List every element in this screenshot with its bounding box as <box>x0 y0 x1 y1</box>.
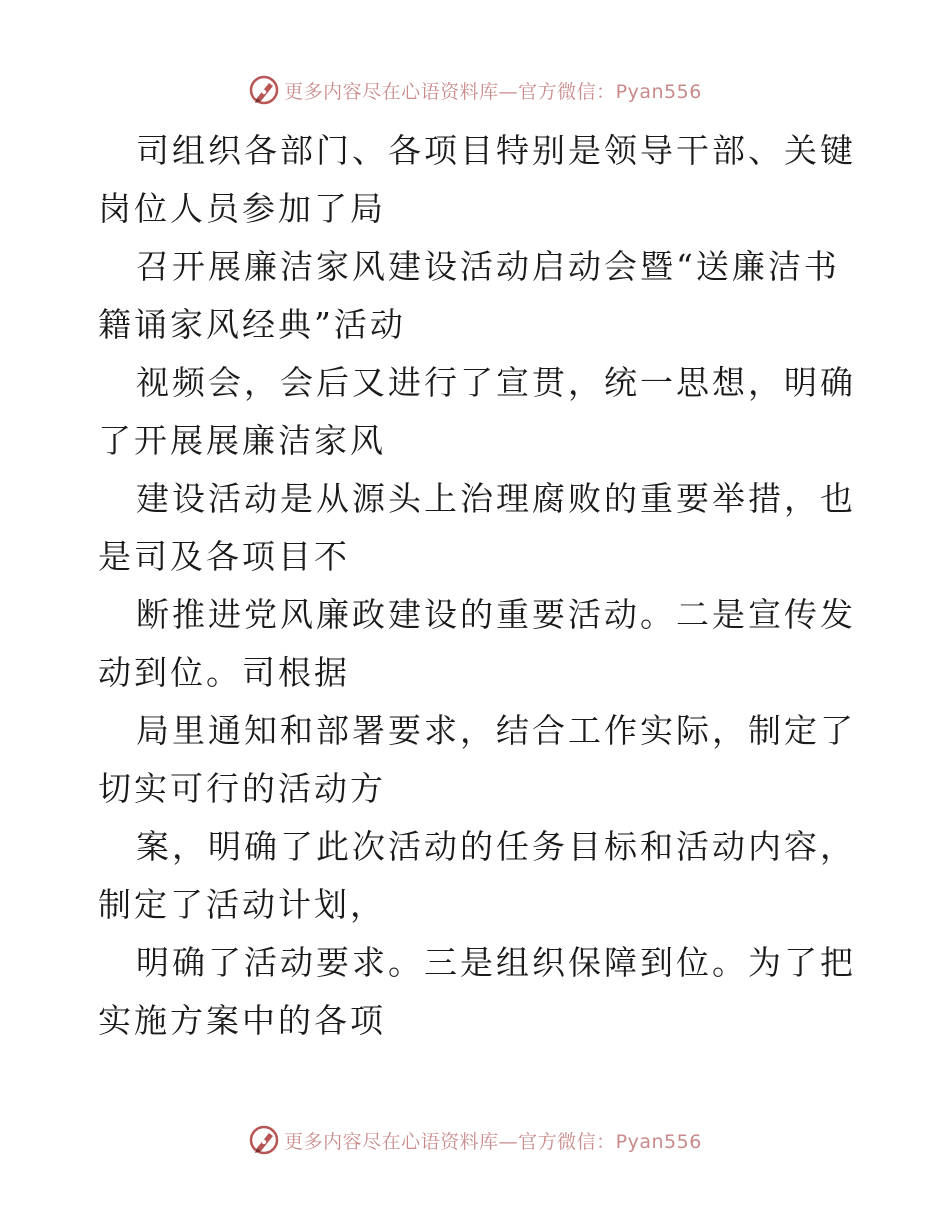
paragraph: 建设活动是从源头上治理腐败的重要举措，也是司及各项目不 <box>98 479 856 576</box>
paragraph: 司组织各部门、各项目特别是领导干部、关键岗位人员参加了局 <box>98 131 856 228</box>
watermark-text: 更多内容尽在心语资料库—官方微信：Pyan556 <box>284 80 702 103</box>
document-body <box>98 122 858 1050</box>
watermark-id: Pyan556 <box>615 1130 702 1153</box>
paragraph: 断推进党风廉政建设的重要活动。二是宣传发动到位。司根据 <box>98 595 856 692</box>
paragraph: 局里通知和部署要求，结合工作实际，制定了切实可行的活动方 <box>98 711 856 808</box>
pen-logo-icon <box>248 74 280 106</box>
paragraph: 召开展廉洁家风建设活动启动会暨“送廉洁书籍诵家风经典”活动 <box>98 247 840 344</box>
paragraph: 明确了活动要求。三是组织保障到位。为了把实施方案中的各项 <box>98 943 856 1040</box>
paragraph: 案，明确了此次活动的任务目标和活动内容，制定了活动计划， <box>98 827 856 924</box>
pen-logo-icon <box>248 1124 280 1156</box>
paragraph: 视频会，会后又进行了宣贯，统一思想，明确了开展展廉洁家风 <box>98 363 856 460</box>
header-watermark <box>0 72 950 108</box>
watermark-text: 更多内容尽在心语资料库—官方微信：Pyan556 <box>284 1130 702 1153</box>
watermark-id: Pyan556 <box>615 80 702 103</box>
footer-watermark <box>0 1122 950 1158</box>
